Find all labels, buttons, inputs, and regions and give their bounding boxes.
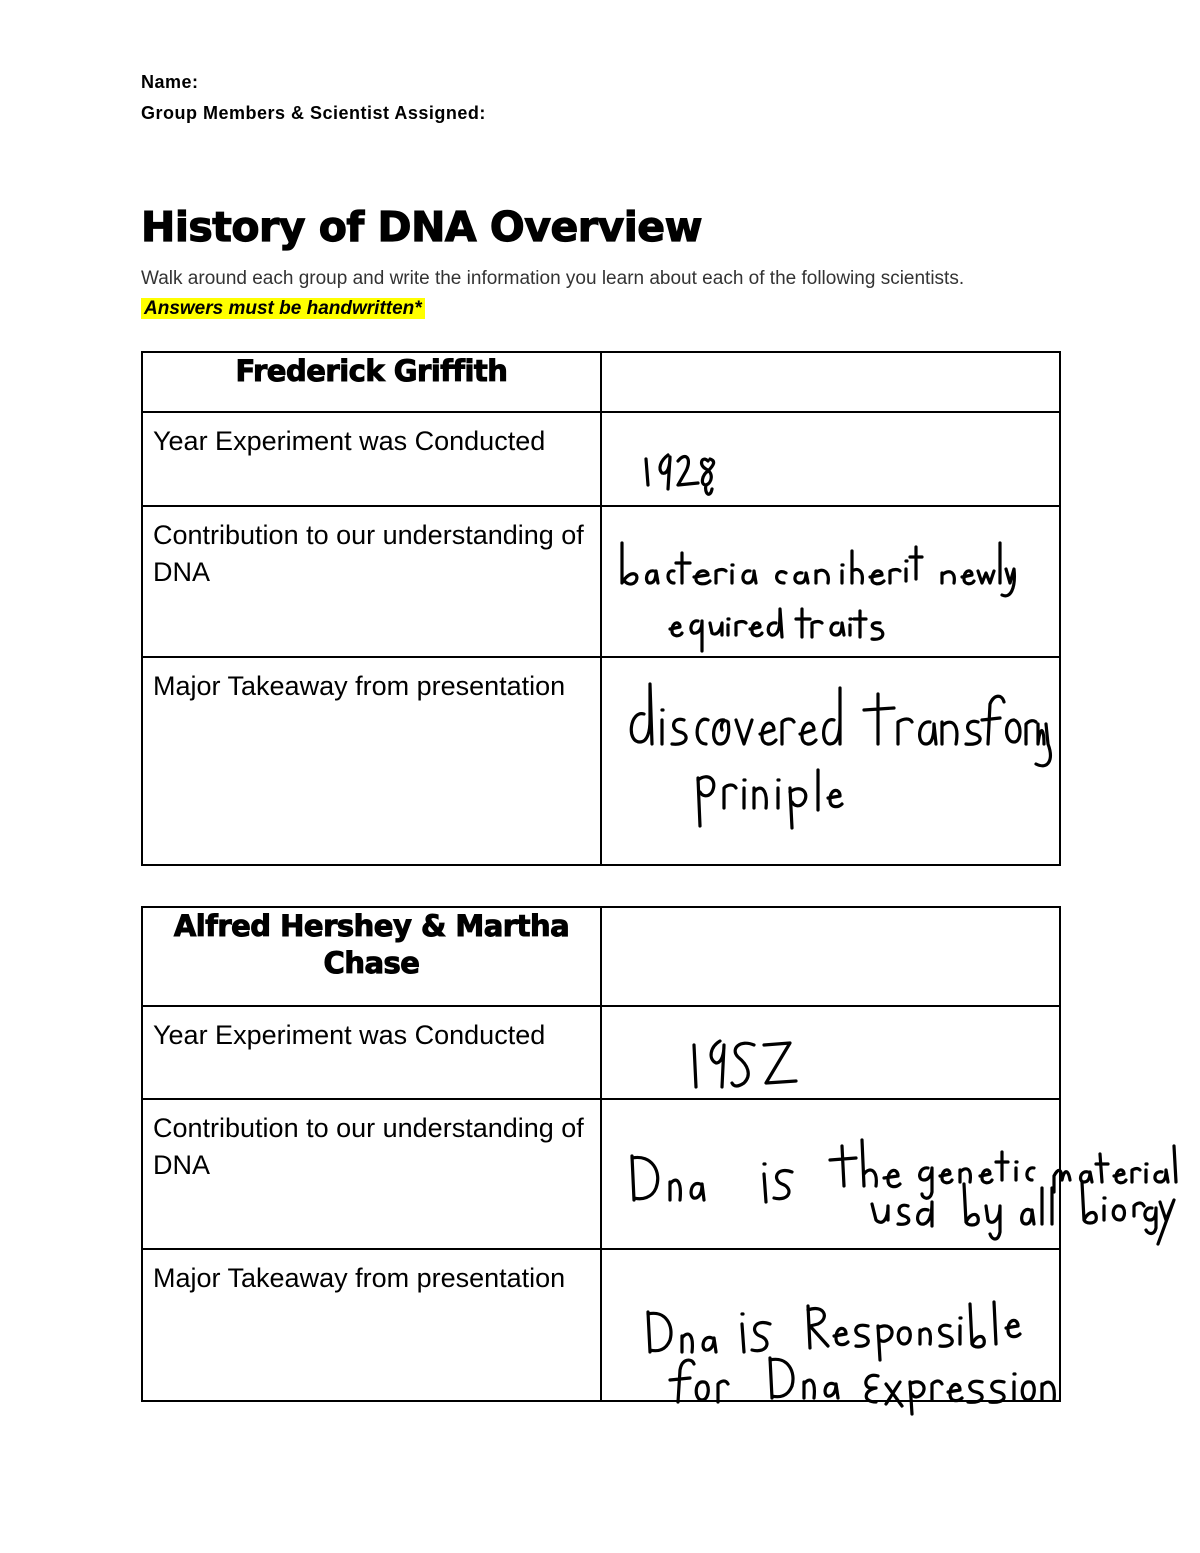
contribution-label: Contribution to our understanding of DNA — [142, 506, 601, 657]
year-label: Year Experiment was Conducted — [142, 412, 601, 506]
header-empty-cell — [601, 352, 1060, 412]
year-answer-cell — [601, 412, 1060, 506]
takeaway-answer-cell — [601, 657, 1060, 865]
handwritten-year — [642, 443, 732, 513]
handwritten-contribution — [616, 539, 1016, 659]
contribution-answer-cell — [601, 1099, 1060, 1249]
group-members-label: Group Members & Scientist Assigned: — [141, 103, 486, 123]
handwritten-year — [690, 1035, 810, 1095]
takeaway-label: Major Takeaway from presentation — [142, 1249, 601, 1401]
contribution-answer-cell — [601, 506, 1060, 657]
handwritten-notice: Answers must be handwritten* — [141, 298, 425, 319]
year-answer-cell — [601, 1006, 1060, 1099]
handwritten-takeaway — [624, 680, 1044, 830]
contribution-label: Contribution to our understanding of DNA — [142, 1099, 601, 1249]
header-empty-cell — [601, 907, 1060, 1006]
scientist-name: Frederick Griffith — [142, 352, 601, 412]
scientist-name: Alfred Hershey & Martha Chase — [142, 907, 601, 1006]
name-label: Name: — [141, 72, 199, 92]
griffith-table — [141, 351, 1061, 866]
handwritten-takeaway — [640, 1296, 1060, 1416]
handwritten-contribution — [626, 1136, 1186, 1246]
instructions — [141, 264, 1041, 324]
instructions-text: Walk around each group and write the information you learn about each of the following scientists. — [141, 268, 965, 289]
takeaway-label: Major Takeaway from presentation — [142, 657, 601, 865]
hershey-chase-table — [141, 906, 1061, 1402]
year-label: Year Experiment was Conducted — [142, 1006, 601, 1099]
takeaway-answer-cell — [601, 1249, 1060, 1401]
page-title: History of DNA Overview — [141, 203, 702, 251]
